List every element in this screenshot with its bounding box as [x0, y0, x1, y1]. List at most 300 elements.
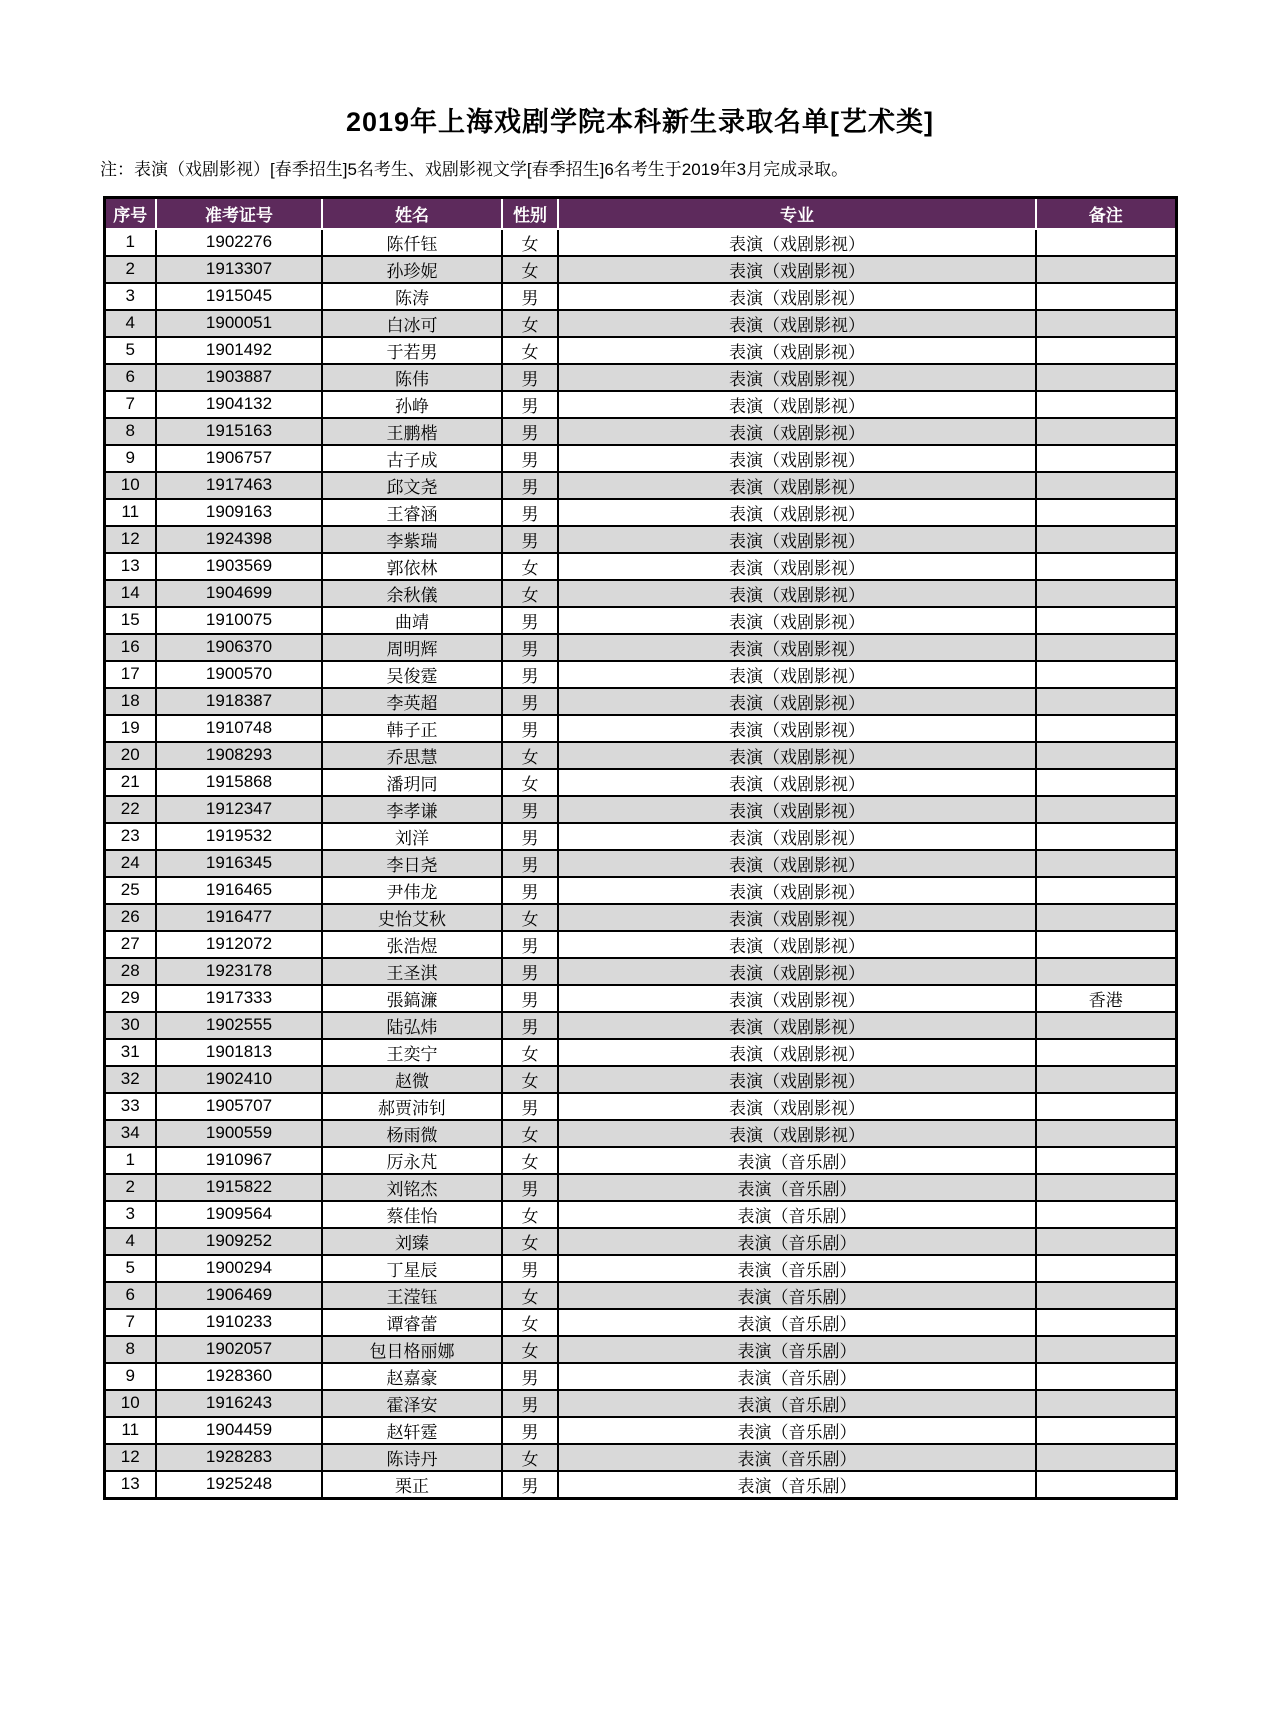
cell-name: 白冰可 — [322, 310, 502, 337]
cell-gender: 男 — [502, 1093, 558, 1120]
cell-no: 16 — [104, 634, 156, 661]
table-row — [104, 337, 1176, 364]
cell-no: 13 — [104, 553, 156, 580]
cell-name: 尹伟龙 — [322, 877, 502, 904]
cell-no: 4 — [104, 310, 156, 337]
cell-name: 包日格丽娜 — [322, 1336, 502, 1363]
cell-gender: 女 — [502, 1336, 558, 1363]
cell-name: 陈诗丹 — [322, 1444, 502, 1471]
cell-no: 2 — [104, 256, 156, 283]
cell-gender: 男 — [502, 1390, 558, 1417]
cell-no: 10 — [104, 1390, 156, 1417]
cell-no: 2 — [104, 1174, 156, 1201]
cell-ticket: 1900559 — [156, 1120, 322, 1147]
cell-major: 表演（戏剧影视） — [558, 472, 1036, 499]
cell-remark — [1036, 1390, 1176, 1417]
column-header-name: 姓名 — [322, 198, 502, 229]
table-row — [104, 1471, 1176, 1499]
cell-remark — [1036, 310, 1176, 337]
cell-remark — [1036, 850, 1176, 877]
cell-name: 王睿涵 — [322, 499, 502, 526]
table-row — [104, 1174, 1176, 1201]
cell-no: 4 — [104, 1228, 156, 1255]
cell-remark — [1036, 1336, 1176, 1363]
cell-ticket: 1916477 — [156, 904, 322, 931]
cell-ticket: 1925248 — [156, 1471, 322, 1499]
cell-ticket: 1915822 — [156, 1174, 322, 1201]
cell-no: 9 — [104, 445, 156, 472]
cell-no: 20 — [104, 742, 156, 769]
cell-gender: 男 — [502, 1255, 558, 1282]
cell-no: 30 — [104, 1012, 156, 1039]
cell-ticket: 1915868 — [156, 769, 322, 796]
cell-name: 于若男 — [322, 337, 502, 364]
cell-remark — [1036, 1201, 1176, 1228]
cell-remark — [1036, 553, 1176, 580]
cell-no: 32 — [104, 1066, 156, 1093]
cell-ticket: 1909163 — [156, 499, 322, 526]
table-body — [104, 229, 1176, 1499]
cell-major: 表演（戏剧影视） — [558, 796, 1036, 823]
cell-no: 18 — [104, 688, 156, 715]
cell-ticket: 1916465 — [156, 877, 322, 904]
cell-ticket: 1900294 — [156, 1255, 322, 1282]
table-row — [104, 1012, 1176, 1039]
table-row — [104, 310, 1176, 337]
table-row — [104, 1255, 1176, 1282]
cell-no: 13 — [104, 1471, 156, 1499]
cell-no: 12 — [104, 1444, 156, 1471]
cell-ticket: 1904459 — [156, 1417, 322, 1444]
cell-major: 表演（戏剧影视） — [558, 526, 1036, 553]
cell-remark — [1036, 283, 1176, 310]
cell-remark — [1036, 256, 1176, 283]
cell-name: 刘铭杰 — [322, 1174, 502, 1201]
cell-remark — [1036, 1147, 1176, 1174]
cell-ticket: 1908293 — [156, 742, 322, 769]
cell-major: 表演（戏剧影视） — [558, 985, 1036, 1012]
cell-major: 表演（音乐剧） — [558, 1282, 1036, 1309]
cell-no: 8 — [104, 418, 156, 445]
cell-major: 表演（音乐剧） — [558, 1417, 1036, 1444]
cell-major: 表演（戏剧影视） — [558, 1012, 1036, 1039]
cell-ticket: 1904132 — [156, 391, 322, 418]
cell-major: 表演（戏剧影视） — [558, 1066, 1036, 1093]
cell-gender: 女 — [502, 580, 558, 607]
cell-remark — [1036, 796, 1176, 823]
table-row — [104, 1336, 1176, 1363]
cell-remark — [1036, 688, 1176, 715]
cell-ticket: 1912072 — [156, 931, 322, 958]
table-row — [104, 391, 1176, 418]
cell-no: 23 — [104, 823, 156, 850]
cell-major: 表演（音乐剧） — [558, 1363, 1036, 1390]
cell-no: 19 — [104, 715, 156, 742]
table-row — [104, 256, 1176, 283]
table-row — [104, 1147, 1176, 1174]
table-row — [104, 1309, 1176, 1336]
cell-remark — [1036, 1066, 1176, 1093]
cell-ticket: 1903569 — [156, 553, 322, 580]
cell-ticket: 1910075 — [156, 607, 322, 634]
page-title: 2019年上海戏剧学院本科新生录取名单[艺术类] — [345, 107, 935, 137]
cell-remark — [1036, 580, 1176, 607]
cell-gender: 男 — [502, 715, 558, 742]
cell-remark — [1036, 958, 1176, 985]
cell-major: 表演（戏剧影视） — [558, 823, 1036, 850]
cell-gender: 女 — [502, 229, 558, 256]
cell-name: 古子成 — [322, 445, 502, 472]
cell-no: 9 — [104, 1363, 156, 1390]
cell-gender: 男 — [502, 418, 558, 445]
cell-gender: 男 — [502, 499, 558, 526]
column-header-ticket: 准考证号 — [156, 198, 322, 229]
cell-name: 郭依林 — [322, 553, 502, 580]
cell-name: 刘臻 — [322, 1228, 502, 1255]
cell-major: 表演（戏剧影视） — [558, 310, 1036, 337]
cell-remark — [1036, 715, 1176, 742]
cell-gender: 男 — [502, 472, 558, 499]
table-row — [104, 364, 1176, 391]
cell-ticket: 1901813 — [156, 1039, 322, 1066]
table-row — [104, 1228, 1176, 1255]
cell-ticket: 1909252 — [156, 1228, 322, 1255]
cell-no: 1 — [104, 1147, 156, 1174]
cell-name: 王奕宁 — [322, 1039, 502, 1066]
column-header-no: 序号 — [104, 198, 156, 229]
cell-gender: 男 — [502, 1471, 558, 1499]
cell-ticket: 1910967 — [156, 1147, 322, 1174]
cell-gender: 男 — [502, 688, 558, 715]
cell-name: 孙珍妮 — [322, 256, 502, 283]
cell-no: 24 — [104, 850, 156, 877]
column-header-gender: 性别 — [502, 198, 558, 229]
cell-no: 21 — [104, 769, 156, 796]
cell-name: 潘玥同 — [322, 769, 502, 796]
table-row — [104, 418, 1176, 445]
cell-no: 5 — [104, 1255, 156, 1282]
cell-gender: 男 — [502, 958, 558, 985]
cell-ticket: 1917333 — [156, 985, 322, 1012]
cell-ticket: 1909564 — [156, 1201, 322, 1228]
cell-remark — [1036, 391, 1176, 418]
table-row — [104, 580, 1176, 607]
table-row — [104, 850, 1176, 877]
cell-ticket: 1906469 — [156, 1282, 322, 1309]
cell-name: 陆弘炜 — [322, 1012, 502, 1039]
table-row — [104, 553, 1176, 580]
cell-name: 李日尧 — [322, 850, 502, 877]
cell-no: 25 — [104, 877, 156, 904]
cell-no: 8 — [104, 1336, 156, 1363]
cell-ticket: 1902555 — [156, 1012, 322, 1039]
table-row — [104, 1201, 1176, 1228]
cell-no: 11 — [104, 1417, 156, 1444]
cell-name: 乔思慧 — [322, 742, 502, 769]
cell-ticket: 1918387 — [156, 688, 322, 715]
table-row — [104, 526, 1176, 553]
cell-gender: 男 — [502, 283, 558, 310]
cell-remark — [1036, 472, 1176, 499]
table-row — [104, 904, 1176, 931]
cell-name: 杨雨微 — [322, 1120, 502, 1147]
cell-no: 10 — [104, 472, 156, 499]
cell-ticket: 1912347 — [156, 796, 322, 823]
cell-ticket: 1910748 — [156, 715, 322, 742]
cell-remark — [1036, 661, 1176, 688]
cell-major: 表演（戏剧影视） — [558, 1093, 1036, 1120]
table-row — [104, 661, 1176, 688]
cell-name: 谭睿蕾 — [322, 1309, 502, 1336]
cell-ticket: 1917463 — [156, 472, 322, 499]
table-row — [104, 1093, 1176, 1120]
cell-no: 27 — [104, 931, 156, 958]
table-row — [104, 823, 1176, 850]
cell-gender: 男 — [502, 1174, 558, 1201]
cell-major: 表演（音乐剧） — [558, 1309, 1036, 1336]
cell-major: 表演（戏剧影视） — [558, 445, 1036, 472]
cell-remark — [1036, 607, 1176, 634]
table-row — [104, 877, 1176, 904]
cell-name: 韩子正 — [322, 715, 502, 742]
cell-name: 周明辉 — [322, 634, 502, 661]
table-row — [104, 688, 1176, 715]
cell-remark — [1036, 1093, 1176, 1120]
cell-no: 28 — [104, 958, 156, 985]
cell-remark — [1036, 823, 1176, 850]
cell-ticket: 1923178 — [156, 958, 322, 985]
cell-name: 王鹏楷 — [322, 418, 502, 445]
table-row — [104, 931, 1176, 958]
cell-ticket: 1906370 — [156, 634, 322, 661]
cell-gender: 男 — [502, 526, 558, 553]
cell-name: 孙峥 — [322, 391, 502, 418]
cell-name: 邱文尧 — [322, 472, 502, 499]
table-row — [104, 985, 1176, 1012]
cell-remark — [1036, 877, 1176, 904]
cell-gender: 男 — [502, 796, 558, 823]
cell-name: 陈仟钰 — [322, 229, 502, 256]
cell-major: 表演（戏剧影视） — [558, 931, 1036, 958]
cell-major: 表演（音乐剧） — [558, 1201, 1036, 1228]
cell-remark — [1036, 1255, 1176, 1282]
table-row — [104, 742, 1176, 769]
cell-gender: 女 — [502, 1147, 558, 1174]
cell-gender: 男 — [502, 823, 558, 850]
cell-remark — [1036, 1444, 1176, 1471]
table-row — [104, 1417, 1176, 1444]
cell-ticket: 1906757 — [156, 445, 322, 472]
table-row — [104, 1120, 1176, 1147]
table-row — [104, 958, 1176, 985]
cell-no: 14 — [104, 580, 156, 607]
cell-ticket: 1928283 — [156, 1444, 322, 1471]
cell-name: 赵轩霆 — [322, 1417, 502, 1444]
cell-major: 表演（音乐剧） — [558, 1390, 1036, 1417]
cell-major: 表演（戏剧影视） — [558, 391, 1036, 418]
cell-major: 表演（音乐剧） — [558, 1228, 1036, 1255]
cell-no: 6 — [104, 1282, 156, 1309]
cell-ticket: 1919532 — [156, 823, 322, 850]
table-row — [104, 1282, 1176, 1309]
cell-ticket: 1902410 — [156, 1066, 322, 1093]
cell-no: 6 — [104, 364, 156, 391]
cell-remark — [1036, 1174, 1176, 1201]
cell-name: 張鎬濂 — [322, 985, 502, 1012]
cell-ticket: 1915163 — [156, 418, 322, 445]
cell-name: 吴俊霆 — [322, 661, 502, 688]
cell-major: 表演（戏剧影视） — [558, 688, 1036, 715]
cell-major: 表演（戏剧影视） — [558, 958, 1036, 985]
cell-remark — [1036, 1417, 1176, 1444]
cell-gender: 男 — [502, 391, 558, 418]
cell-gender: 女 — [502, 1066, 558, 1093]
cell-ticket: 1928360 — [156, 1363, 322, 1390]
table-row — [104, 715, 1176, 742]
cell-gender: 女 — [502, 1444, 558, 1471]
cell-gender: 女 — [502, 769, 558, 796]
cell-gender: 男 — [502, 877, 558, 904]
cell-major: 表演（音乐剧） — [558, 1471, 1036, 1499]
cell-no: 15 — [104, 607, 156, 634]
cell-ticket: 1916243 — [156, 1390, 322, 1417]
cell-no: 3 — [104, 283, 156, 310]
cell-name: 张浩煜 — [322, 931, 502, 958]
cell-major: 表演（戏剧影视） — [558, 742, 1036, 769]
cell-gender: 男 — [502, 985, 558, 1012]
table-row — [104, 499, 1176, 526]
cell-gender: 男 — [502, 661, 558, 688]
cell-major: 表演（戏剧影视） — [558, 877, 1036, 904]
cell-major: 表演（音乐剧） — [558, 1174, 1036, 1201]
table-row — [104, 1363, 1176, 1390]
cell-no: 26 — [104, 904, 156, 931]
cell-gender: 女 — [502, 1228, 558, 1255]
cell-ticket: 1902276 — [156, 229, 322, 256]
cell-ticket: 1905707 — [156, 1093, 322, 1120]
cell-major: 表演（戏剧影视） — [558, 499, 1036, 526]
table-row — [104, 1039, 1176, 1066]
cell-remark — [1036, 1363, 1176, 1390]
table-header — [104, 198, 1176, 229]
cell-no: 22 — [104, 796, 156, 823]
cell-major: 表演（戏剧影视） — [558, 1120, 1036, 1147]
cell-gender: 女 — [502, 310, 558, 337]
cell-major: 表演（戏剧影视） — [558, 850, 1036, 877]
cell-major: 表演（戏剧影视） — [558, 580, 1036, 607]
cell-no: 5 — [104, 337, 156, 364]
cell-no: 29 — [104, 985, 156, 1012]
cell-gender: 男 — [502, 850, 558, 877]
cell-gender: 男 — [502, 1012, 558, 1039]
cell-remark — [1036, 229, 1176, 256]
cell-remark — [1036, 904, 1176, 931]
cell-name: 余秋儀 — [322, 580, 502, 607]
cell-gender: 男 — [502, 634, 558, 661]
cell-ticket: 1916345 — [156, 850, 322, 877]
cell-major: 表演（戏剧影视） — [558, 418, 1036, 445]
column-header-major: 专业 — [558, 198, 1036, 229]
cell-gender: 女 — [502, 1309, 558, 1336]
cell-major: 表演（戏剧影视） — [558, 769, 1036, 796]
table-row — [104, 472, 1176, 499]
cell-name: 刘洋 — [322, 823, 502, 850]
column-header-remark: 备注 — [1036, 198, 1176, 229]
cell-ticket: 1901492 — [156, 337, 322, 364]
table-row — [104, 445, 1176, 472]
cell-name: 蔡佳怡 — [322, 1201, 502, 1228]
cell-ticket: 1915045 — [156, 283, 322, 310]
cell-remark — [1036, 1309, 1176, 1336]
cell-name: 李孝谦 — [322, 796, 502, 823]
cell-remark — [1036, 769, 1176, 796]
cell-no: 1 — [104, 229, 156, 256]
cell-name: 李紫瑞 — [322, 526, 502, 553]
cell-gender: 男 — [502, 931, 558, 958]
cell-ticket: 1900570 — [156, 661, 322, 688]
cell-remark — [1036, 1039, 1176, 1066]
cell-major: 表演（戏剧影视） — [558, 634, 1036, 661]
cell-major: 表演（音乐剧） — [558, 1444, 1036, 1471]
cell-ticket: 1924398 — [156, 526, 322, 553]
cell-gender: 女 — [502, 256, 558, 283]
cell-name: 栗正 — [322, 1471, 502, 1499]
cell-major: 表演（戏剧影视） — [558, 229, 1036, 256]
cell-ticket: 1903887 — [156, 364, 322, 391]
cell-remark — [1036, 337, 1176, 364]
cell-major: 表演（音乐剧） — [558, 1147, 1036, 1174]
cell-no: 17 — [104, 661, 156, 688]
table-row — [104, 607, 1176, 634]
cell-gender: 女 — [502, 1039, 558, 1066]
cell-ticket: 1913307 — [156, 256, 322, 283]
cell-remark — [1036, 526, 1176, 553]
cell-remark — [1036, 634, 1176, 661]
admission-table — [103, 196, 1178, 1500]
cell-name: 厉永芃 — [322, 1147, 502, 1174]
cell-remark — [1036, 1282, 1176, 1309]
cell-name: 丁星辰 — [322, 1255, 502, 1282]
cell-remark: 香港 — [1036, 985, 1176, 1012]
header-row — [104, 198, 1176, 229]
cell-ticket: 1900051 — [156, 310, 322, 337]
cell-major: 表演（戏剧影视） — [558, 661, 1036, 688]
cell-remark — [1036, 742, 1176, 769]
cell-ticket: 1904699 — [156, 580, 322, 607]
cell-gender: 女 — [502, 1120, 558, 1147]
cell-remark — [1036, 364, 1176, 391]
cell-name: 王滢钰 — [322, 1282, 502, 1309]
cell-gender: 女 — [502, 553, 558, 580]
cell-remark — [1036, 1012, 1176, 1039]
note-text: 注：表演（戏剧影视）[春季招生]5名考生、戏剧影视文学[春季招生]6名考生于2019年3月完成录取。 — [100, 160, 849, 179]
cell-remark — [1036, 1471, 1176, 1499]
table-row — [104, 1066, 1176, 1093]
cell-no: 33 — [104, 1093, 156, 1120]
cell-gender: 女 — [502, 904, 558, 931]
cell-no: 31 — [104, 1039, 156, 1066]
cell-gender: 男 — [502, 1417, 558, 1444]
cell-no: 12 — [104, 526, 156, 553]
cell-no: 7 — [104, 391, 156, 418]
cell-gender: 男 — [502, 445, 558, 472]
cell-major: 表演（戏剧影视） — [558, 553, 1036, 580]
cell-name: 王圣淇 — [322, 958, 502, 985]
table-row — [104, 1390, 1176, 1417]
cell-major: 表演（戏剧影视） — [558, 715, 1036, 742]
cell-name: 陈伟 — [322, 364, 502, 391]
table-row — [104, 769, 1176, 796]
